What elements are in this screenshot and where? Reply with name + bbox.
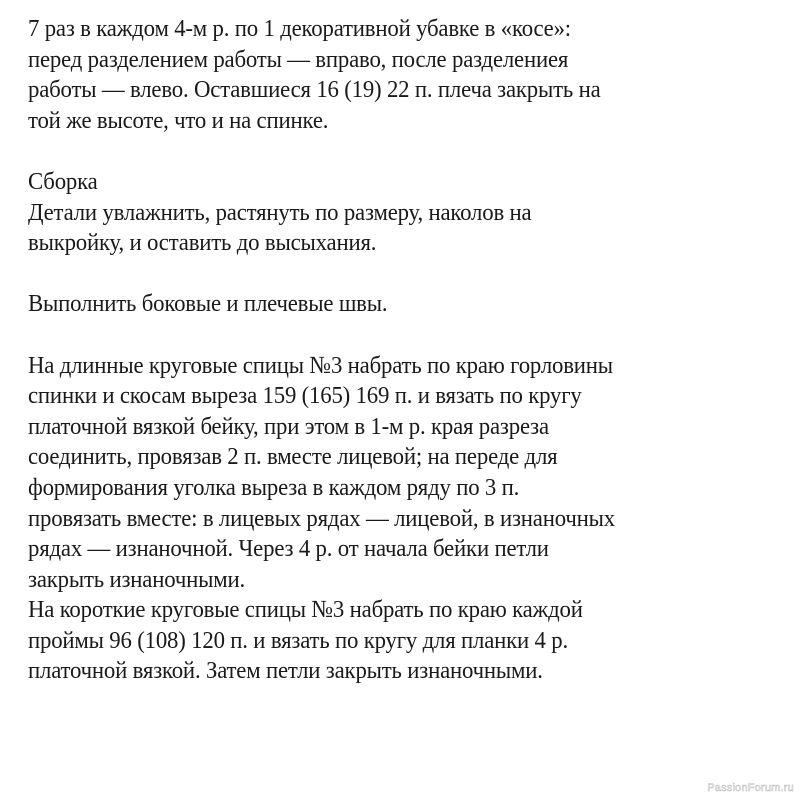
text-line: работы — влево. Оставшиеся 16 (19) 22 п. плеча закрыть на <box>28 76 601 104</box>
text-line: выкройку, и оставить до высыхания. <box>28 229 377 257</box>
text-line: провязать вместе: в лицевых рядах — лицевой, в изнаночных <box>28 504 615 532</box>
text-line: рядах — изнаночной. Через 4 р. от начала бейки петли <box>28 535 549 563</box>
text-line: закрыть изнаночными. <box>28 565 245 593</box>
text-line: перед разделением работы — вправо, после разделениея <box>28 45 569 73</box>
paragraph-decreases <box>28 14 788 136</box>
text-line: 7 раз в каждом 4-м р. по 1 декоративной убавке в «косе»: <box>28 15 571 42</box>
text-line: Детали увлажнить, растянуть по размеру, наколов на <box>28 198 532 226</box>
text-line: соединить, провязав 2 п. вместе лицевой; на переде для <box>28 443 558 471</box>
text-line: проймы 96 (108) 120 п. и вязать по кругу для планки 4 р. <box>28 626 568 654</box>
text-line: спинки и скосам выреза 159 (165) 169 п. и вязать по кругу <box>28 382 582 410</box>
paragraph-spacer <box>28 136 788 167</box>
text-line: той же высоте, что и на спинке. <box>28 106 329 134</box>
watermark: PassionForum.ru <box>707 782 794 794</box>
section-heading: Сборка <box>28 167 98 195</box>
document-page <box>28 14 788 687</box>
paragraph-seams <box>28 289 788 320</box>
paragraph-spacer <box>28 259 788 290</box>
paragraph-spacer <box>28 320 788 351</box>
text-line: платочной вязкой бейку, при этом в 1-м р. края разреза <box>28 412 549 440</box>
text-line: платочной вязкой. Затем петли закрыть изнаночными. <box>28 657 543 685</box>
text-line: формирования уголка выреза в каждом ряду по 3 п. <box>28 473 520 501</box>
text-line: На короткие круговые спицы №3 набрать по краю каждой <box>28 596 583 624</box>
paragraph-neckband-armholes <box>28 351 788 688</box>
text-line: На длинные круговые спицы №3 набрать по краю горловины <box>28 351 613 379</box>
text-line: Выполнить боковые и плечевые швы. <box>28 290 388 318</box>
section-assembly <box>28 167 788 259</box>
